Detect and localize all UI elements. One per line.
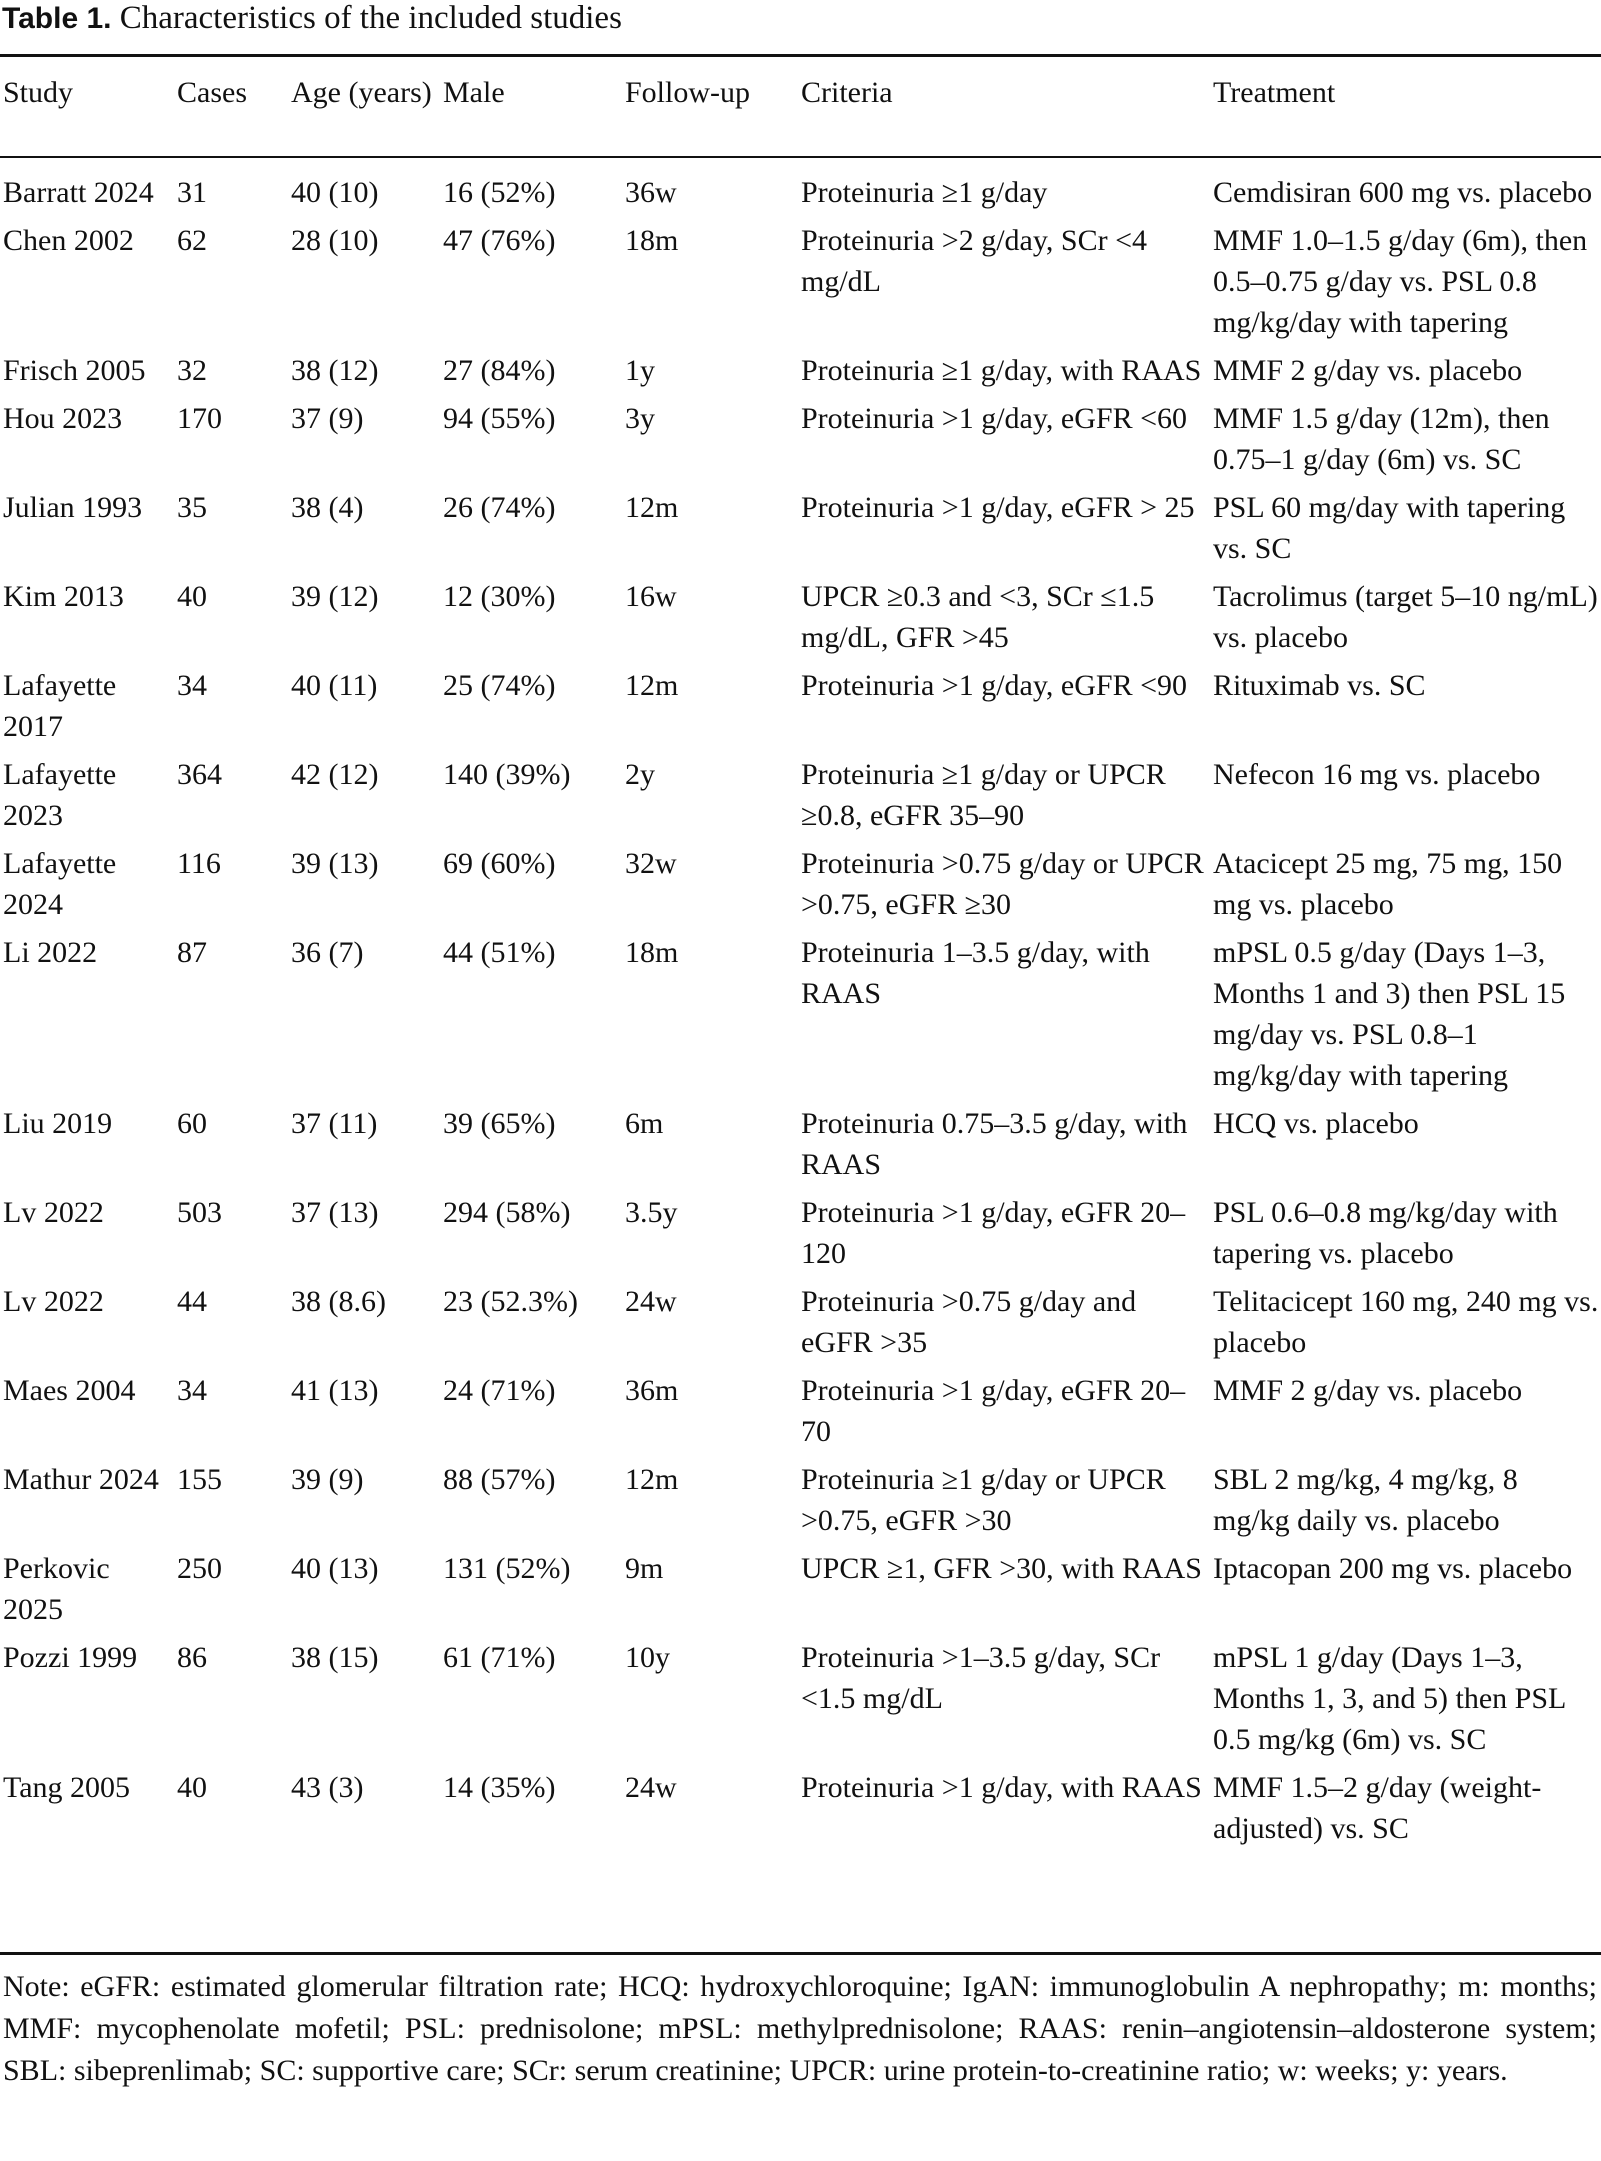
cases-cell: 86 bbox=[177, 1641, 207, 1674]
treatment-cell: mPSL 0.5 g/day (Days 1–3, Months 1 and 3) then PSL 15 mg/day vs. PSL 0.8–1 mg/kg/day with tapering bbox=[1213, 936, 1566, 1092]
column-header-study: Study bbox=[3, 76, 74, 109]
column-header-criteria: Criteria bbox=[801, 76, 893, 109]
male-cell: 25 (74%) bbox=[443, 669, 556, 702]
cases-cell: 35 bbox=[177, 491, 207, 524]
table-row bbox=[0, 1548, 1601, 1637]
age-cell: 42 (12) bbox=[291, 758, 379, 791]
follow-up-cell: 3.5y bbox=[625, 1196, 678, 1229]
table-row bbox=[0, 1192, 1601, 1281]
follow-up-cell: 3y bbox=[625, 402, 655, 435]
age-cell: 38 (4) bbox=[291, 491, 364, 524]
table-row bbox=[0, 1459, 1601, 1548]
study-cell: Lafayette 2024 bbox=[3, 847, 117, 921]
study-cell: Liu 2019 bbox=[3, 1107, 113, 1140]
follow-up-cell: 2y bbox=[625, 758, 655, 791]
age-cell: 39 (9) bbox=[291, 1463, 364, 1496]
age-cell: 37 (9) bbox=[291, 402, 364, 435]
column-header-follow-up: Follow-up bbox=[625, 76, 751, 109]
male-cell: 294 (58%) bbox=[443, 1196, 571, 1229]
treatment-cell: MMF 2 g/day vs. placebo bbox=[1213, 354, 1523, 387]
treatment-cell: HCQ vs. placebo bbox=[1213, 1107, 1419, 1140]
age-cell: 43 (3) bbox=[291, 1771, 364, 1804]
cases-cell: 87 bbox=[177, 936, 207, 969]
cases-cell: 62 bbox=[177, 224, 207, 257]
male-cell: 12 (30%) bbox=[443, 580, 556, 613]
follow-up-cell: 9m bbox=[625, 1552, 664, 1585]
study-cell: Frisch 2005 bbox=[3, 354, 146, 387]
criteria-cell: Proteinuria ≥1 g/day or UPCR ≥0.8, eGFR 35–90 bbox=[801, 758, 1166, 832]
male-cell: 131 (52%) bbox=[443, 1552, 571, 1585]
cases-cell: 60 bbox=[177, 1107, 207, 1140]
criteria-cell: Proteinuria >2 g/day, SCr <4 mg/dL bbox=[801, 224, 1148, 298]
cases-cell: 40 bbox=[177, 1771, 207, 1804]
table-row bbox=[0, 156, 1601, 220]
male-cell: 47 (76%) bbox=[443, 224, 556, 257]
male-cell: 88 (57%) bbox=[443, 1463, 556, 1496]
criteria-cell: Proteinuria >1 g/day, eGFR 20–120 bbox=[801, 1196, 1186, 1270]
treatment-cell: MMF 1.5–2 g/day (weight-adjusted) vs. SC bbox=[1213, 1771, 1542, 1845]
study-cell: Maes 2004 bbox=[3, 1374, 136, 1407]
treatment-cell: Cemdisiran 600 mg vs. placebo bbox=[1213, 176, 1593, 209]
header-row bbox=[0, 72, 1601, 156]
age-cell: 28 (10) bbox=[291, 224, 379, 257]
table-row bbox=[0, 220, 1601, 350]
bottom-rule bbox=[0, 1952, 1601, 1955]
follow-up-cell: 36w bbox=[625, 176, 677, 209]
column-header-treatment: Treatment bbox=[1213, 76, 1336, 109]
study-cell: Kim 2013 bbox=[3, 580, 124, 613]
age-cell: 40 (10) bbox=[291, 176, 379, 209]
treatment-cell: MMF 1.5 g/day (12m), then 0.75–1 g/day (6m) vs. SC bbox=[1213, 402, 1550, 476]
table-row bbox=[0, 350, 1601, 398]
study-cell: Chen 2002 bbox=[3, 224, 134, 257]
follow-up-cell: 24w bbox=[625, 1771, 677, 1804]
cases-cell: 116 bbox=[177, 847, 221, 880]
follow-up-cell: 12m bbox=[625, 491, 679, 524]
study-cell: Julian 1993 bbox=[3, 491, 143, 524]
criteria-cell: Proteinuria >0.75 g/day and eGFR >35 bbox=[801, 1285, 1137, 1359]
study-cell: Barratt 2024 bbox=[3, 176, 154, 209]
cases-cell: 155 bbox=[177, 1463, 222, 1496]
table-row bbox=[0, 754, 1601, 843]
cases-cell: 170 bbox=[177, 402, 222, 435]
male-cell: 16 (52%) bbox=[443, 176, 556, 209]
criteria-cell: UPCR ≥0.3 and <3, SCr ≤1.5 mg/dL, GFR >45 bbox=[801, 580, 1155, 654]
age-cell: 37 (11) bbox=[291, 1107, 378, 1140]
follow-up-cell: 16w bbox=[625, 580, 677, 613]
treatment-cell: Tacrolimus (target 5–10 ng/mL) vs. placebo bbox=[1213, 580, 1598, 654]
age-cell: 40 (11) bbox=[291, 669, 378, 702]
follow-up-cell: 10y bbox=[625, 1641, 670, 1674]
criteria-cell: Proteinuria >1–3.5 g/day, SCr <1.5 mg/dL bbox=[801, 1641, 1161, 1715]
top-rule bbox=[0, 54, 1601, 57]
age-cell: 38 (15) bbox=[291, 1641, 379, 1674]
treatment-cell: mPSL 1 g/day (Days 1–3, Months 1, 3, and 5) then PSL 0.5 mg/kg (6m) vs. SC bbox=[1213, 1641, 1566, 1756]
male-cell: 27 (84%) bbox=[443, 354, 556, 387]
treatment-cell: MMF 1.0–1.5 g/day (6m), then 0.5–0.75 g/day vs. PSL 0.8 mg/kg/day with tapering bbox=[1213, 224, 1588, 339]
treatment-cell: SBL 2 mg/kg, 4 mg/kg, 8 mg/kg daily vs. placebo bbox=[1213, 1463, 1518, 1537]
male-cell: 69 (60%) bbox=[443, 847, 556, 880]
study-cell: Mathur 2024 bbox=[3, 1463, 159, 1496]
follow-up-cell: 1y bbox=[625, 354, 655, 387]
age-cell: 39 (13) bbox=[291, 847, 379, 880]
cases-cell: 34 bbox=[177, 669, 207, 702]
criteria-cell: Proteinuria >1 g/day, with RAAS bbox=[801, 1771, 1202, 1804]
follow-up-cell: 24w bbox=[625, 1285, 677, 1318]
criteria-cell: Proteinuria >1 g/day, eGFR <90 bbox=[801, 669, 1188, 702]
male-cell: 39 (65%) bbox=[443, 1107, 556, 1140]
treatment-cell: Iptacopan 200 mg vs. placebo bbox=[1213, 1552, 1573, 1585]
male-cell: 94 (55%) bbox=[443, 402, 556, 435]
table-row bbox=[0, 487, 1601, 576]
treatment-cell: Nefecon 16 mg vs. placebo bbox=[1213, 758, 1541, 791]
criteria-cell: Proteinuria >1 g/day, eGFR 20–70 bbox=[801, 1374, 1186, 1448]
male-cell: 14 (35%) bbox=[443, 1771, 556, 1804]
cases-cell: 34 bbox=[177, 1374, 207, 1407]
treatment-cell: Atacicept 25 mg, 75 mg, 150 mg vs. placebo bbox=[1213, 847, 1563, 921]
table-row bbox=[0, 1370, 1601, 1459]
male-cell: 24 (71%) bbox=[443, 1374, 556, 1407]
table-note: Note: eGFR: estimated glomerular filtration rate; HCQ: hydroxychloroquine; IgAN: immunoglobulin A nephropathy; m: months; MMF: mycophenolate mofetil; PSL: prednisolone; mPSL: methylprednisolone; RAAS: renin–angiotensin–aldosterone system; SBL: sibeprenlimab; SC: supportive care; SCr: serum creatinine; UPCR: urine protein-to-creatinine ratio; w: weeks; y: years. bbox=[3, 1970, 1597, 2087]
study-cell: Lv 2022 bbox=[3, 1196, 104, 1229]
study-cell: Lafayette 2023 bbox=[3, 758, 117, 832]
table-row bbox=[0, 1103, 1601, 1192]
male-cell: 44 (51%) bbox=[443, 936, 556, 969]
follow-up-cell: 18m bbox=[625, 936, 679, 969]
study-cell: Perkovic 2025 bbox=[3, 1552, 110, 1626]
male-cell: 61 (71%) bbox=[443, 1641, 556, 1674]
follow-up-cell: 12m bbox=[625, 669, 679, 702]
treatment-cell: MMF 2 g/day vs. placebo bbox=[1213, 1374, 1523, 1407]
cases-cell: 31 bbox=[177, 176, 207, 209]
criteria-cell: UPCR ≥1, GFR >30, with RAAS bbox=[801, 1552, 1202, 1585]
table-row bbox=[0, 1767, 1601, 1856]
table-row bbox=[0, 1637, 1601, 1767]
table-row bbox=[0, 932, 1601, 1103]
criteria-cell: Proteinuria >0.75 g/day or UPCR >0.75, eGFR ≥30 bbox=[801, 847, 1204, 921]
study-cell: Pozzi 1999 bbox=[3, 1641, 138, 1674]
follow-up-cell: 32w bbox=[625, 847, 677, 880]
column-header-male: Male bbox=[443, 76, 505, 109]
follow-up-cell: 36m bbox=[625, 1374, 679, 1407]
age-cell: 36 (7) bbox=[291, 936, 364, 969]
study-cell: Li 2022 bbox=[3, 936, 98, 969]
study-cell: Lv 2022 bbox=[3, 1285, 104, 1318]
table-caption bbox=[2, 0, 1598, 37]
age-cell: 38 (12) bbox=[291, 354, 379, 387]
characteristics-table bbox=[0, 72, 1601, 1856]
table-label: Table 1. bbox=[2, 2, 112, 35]
criteria-cell: Proteinuria >1 g/day, eGFR > 25 bbox=[801, 491, 1195, 524]
table-row bbox=[0, 843, 1601, 932]
male-cell: 26 (74%) bbox=[443, 491, 556, 524]
age-cell: 40 (13) bbox=[291, 1552, 379, 1585]
criteria-cell: Proteinuria >1 g/day, eGFR <60 bbox=[801, 402, 1188, 435]
table-row bbox=[0, 665, 1601, 754]
treatment-cell: PSL 0.6–0.8 mg/kg/day with tapering vs. placebo bbox=[1213, 1196, 1558, 1270]
follow-up-cell: 18m bbox=[625, 224, 679, 257]
criteria-cell: Proteinuria ≥1 g/day or UPCR >0.75, eGFR >30 bbox=[801, 1463, 1166, 1537]
male-cell: 140 (39%) bbox=[443, 758, 571, 791]
table-row bbox=[0, 1281, 1601, 1370]
table-row bbox=[0, 398, 1601, 487]
age-cell: 38 (8.6) bbox=[291, 1285, 386, 1318]
cases-cell: 250 bbox=[177, 1552, 222, 1585]
criteria-cell: Proteinuria ≥1 g/day bbox=[801, 176, 1048, 209]
criteria-cell: Proteinuria 1–3.5 g/day, with RAAS bbox=[801, 936, 1150, 1010]
treatment-cell: Rituximab vs. SC bbox=[1213, 669, 1426, 702]
table-row bbox=[0, 576, 1601, 665]
age-cell: 37 (13) bbox=[291, 1196, 379, 1229]
criteria-cell: Proteinuria 0.75–3.5 g/day, with RAAS bbox=[801, 1107, 1188, 1181]
column-header-age: Age (years) bbox=[291, 76, 432, 109]
male-cell: 23 (52.3%) bbox=[443, 1285, 578, 1318]
study-cell: Hou 2023 bbox=[3, 402, 123, 435]
treatment-cell: Telitacicept 160 mg, 240 mg vs. placebo bbox=[1213, 1285, 1599, 1359]
follow-up-cell: 6m bbox=[625, 1107, 664, 1140]
cases-cell: 40 bbox=[177, 580, 207, 613]
cases-cell: 32 bbox=[177, 354, 207, 387]
study-cell: Lafayette 2017 bbox=[3, 669, 117, 743]
age-cell: 41 (13) bbox=[291, 1374, 379, 1407]
age-cell: 39 (12) bbox=[291, 580, 379, 613]
cases-cell: 44 bbox=[177, 1285, 207, 1318]
treatment-cell: PSL 60 mg/day with tapering vs. SC bbox=[1213, 491, 1566, 565]
cases-cell: 364 bbox=[177, 758, 222, 791]
criteria-cell: Proteinuria ≥1 g/day, with RAAS bbox=[801, 354, 1202, 387]
follow-up-cell: 12m bbox=[625, 1463, 679, 1496]
study-cell: Tang 2005 bbox=[3, 1771, 131, 1804]
column-header-cases: Cases bbox=[177, 76, 247, 109]
cases-cell: 503 bbox=[177, 1196, 222, 1229]
table-title: Characteristics of the included studies bbox=[119, 0, 622, 36]
